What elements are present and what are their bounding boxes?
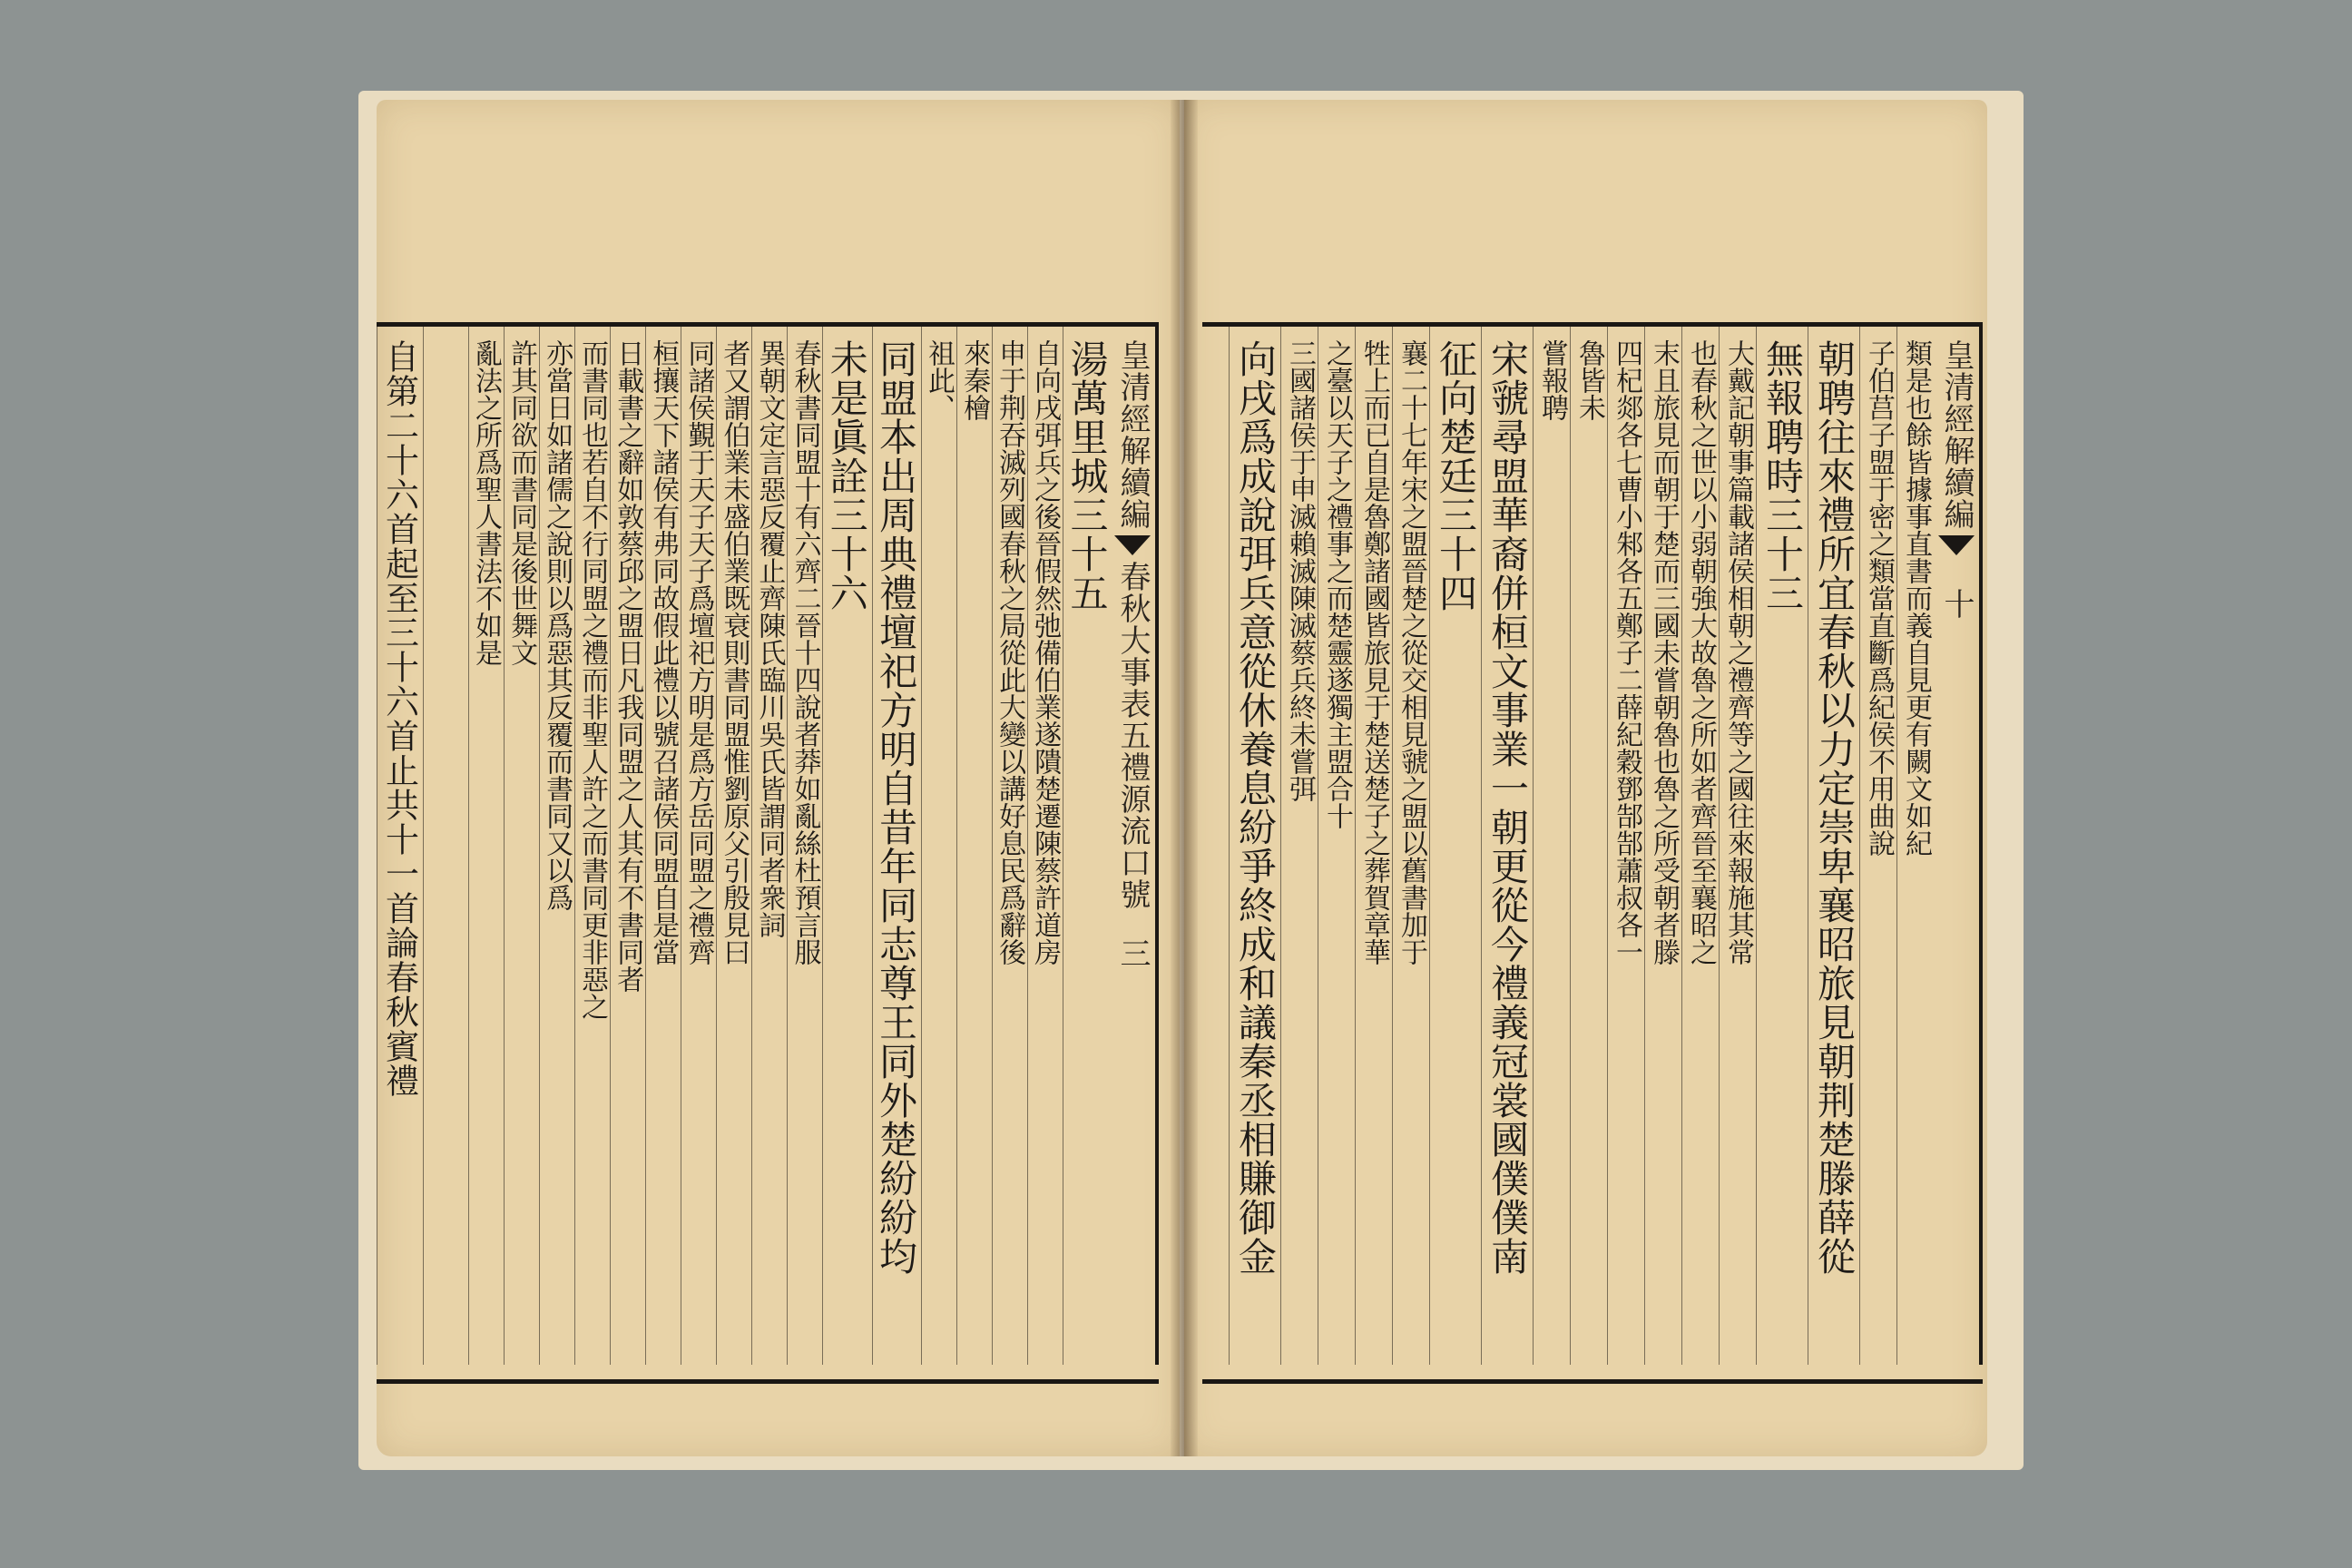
text-column: 末且旅見而朝于楚而三國未嘗朝魯也魯之所受朝者滕 [1644, 327, 1681, 1365]
text-column: 者又謂伯業未盛伯業既衰則書同盟惟劉原父引殷見曰 [716, 327, 751, 1365]
book-title: 皇清經解續編 [1938, 339, 1975, 530]
text-column: 朝聘往來禮所宜春秋以力定崇卑襄昭旅見朝荆楚滕薛從 [1808, 327, 1859, 1365]
text-column: 向戌爲成說弭兵意從休養息紛爭終成和議秦丞相賺御金 [1229, 327, 1280, 1365]
open-book [358, 91, 2024, 1470]
text-column: 宋虢尋盟華裔併桓文事業一朝更從今禮義冠裳國僕僕南 [1481, 327, 1533, 1365]
left-page-margin-column [1112, 327, 1159, 1365]
text-column: 湯萬里城三十五 [1063, 327, 1112, 1365]
text-column: 同諸侯覲于天子天子爲壇祀方明是爲方岳同盟之禮齊 [681, 327, 716, 1365]
section-title: 春秋大事表五禮源流口號 [1114, 561, 1151, 910]
text-column: 類是也餘皆據事直書而義自見更有闕文如紀 [1896, 327, 1934, 1365]
text-column: 三國諸侯于申滅賴滅陳滅蔡兵終未嘗弭 [1280, 327, 1318, 1365]
text-column: 也春秋之世以小弱朝強大故魯之所如者齊晉至襄昭之 [1681, 327, 1719, 1365]
fish-tail-mark-icon [1114, 535, 1151, 555]
left-columns [377, 327, 1159, 1379]
fish-tail-mark-icon [1938, 535, 1975, 555]
page-number: 十 [1938, 588, 1975, 620]
text-column: 日載書之辭如敦蔡邱之盟日凡我同盟之人其有不書同者 [610, 327, 645, 1365]
text-column: 牲上而已自是魯鄭諸國皆旅見于楚送楚子之葬賀章華 [1355, 327, 1392, 1365]
text-column: 自向戌弭兵之後晉假然弛備伯業遂隤楚遷陳蔡許道房 [1027, 327, 1063, 1365]
text-column: 子伯莒子盟于密之類當直斷爲紀侯不用曲說 [1859, 327, 1896, 1365]
text-column: 許其同欲而書同是後世舞文 [504, 327, 539, 1365]
text-column: 之臺以天子之禮事之而楚靈遂獨主盟合十 [1318, 327, 1355, 1365]
text-column: 桓攘天下諸侯有弗同故假此禮以號召諸侯同盟自是當 [645, 327, 681, 1365]
text-column: 無報聘時三十三 [1756, 327, 1808, 1365]
text-column: 異朝文定言惡反覆止齊陳氏臨川吳氏皆謂同者衆詞 [751, 327, 787, 1365]
text-column: 未是眞詮三十六 [822, 327, 871, 1365]
text-column: 征向楚廷三十四 [1429, 327, 1481, 1365]
right-text-frame [1202, 322, 1983, 1384]
text-column: 魯皆未 [1570, 327, 1607, 1365]
book-title: 皇清經解續編 [1114, 339, 1151, 530]
page-number: 三 [1114, 937, 1151, 969]
text-column: 亂法之所爲聖人書法不如是 [468, 327, 504, 1365]
right-columns [1202, 327, 1983, 1379]
text-column: 祖此、 [921, 327, 956, 1365]
text-column: 春秋書同盟十有六齊二晉十四說者莽如亂絲杜預言服 [787, 327, 822, 1365]
left-text-frame [377, 322, 1159, 1384]
text-column: 自第二十六首起至三十六首止共十一首論春秋賓禮 [377, 327, 422, 1365]
text-column: 同盟本出周典禮壇祀方明自昔年同志尊王同外楚紛紛均 [872, 327, 921, 1365]
text-column: 襄二十七年宋之盟晉楚之從交相見虢之盟以舊書加于 [1392, 327, 1429, 1365]
text-column: 大戴記朝事篇載諸侯相朝之禮齊等之國往來報施其常 [1719, 327, 1756, 1365]
text-column: 四杞郯各七曹小邾各五鄭子二薛紀穀鄧郜郜蕭叔各一 [1607, 327, 1644, 1365]
text-column: 來秦檜 [956, 327, 992, 1365]
text-column: 而書同也若自不行同盟之禮而非聖人許之而書同更非惡之 [574, 327, 610, 1365]
right-page-margin-column [1934, 327, 1983, 1365]
text-column: 亦當日如諸儒之說則以爲惡其反覆而書同又以爲 [539, 327, 574, 1365]
text-column: 申于荆吞滅列國春秋之局從此大變以講好息民爲辭後 [992, 327, 1027, 1365]
book-gutter [1171, 100, 1198, 1456]
text-column [423, 327, 468, 1365]
text-column: 嘗報聘 [1533, 327, 1570, 1365]
